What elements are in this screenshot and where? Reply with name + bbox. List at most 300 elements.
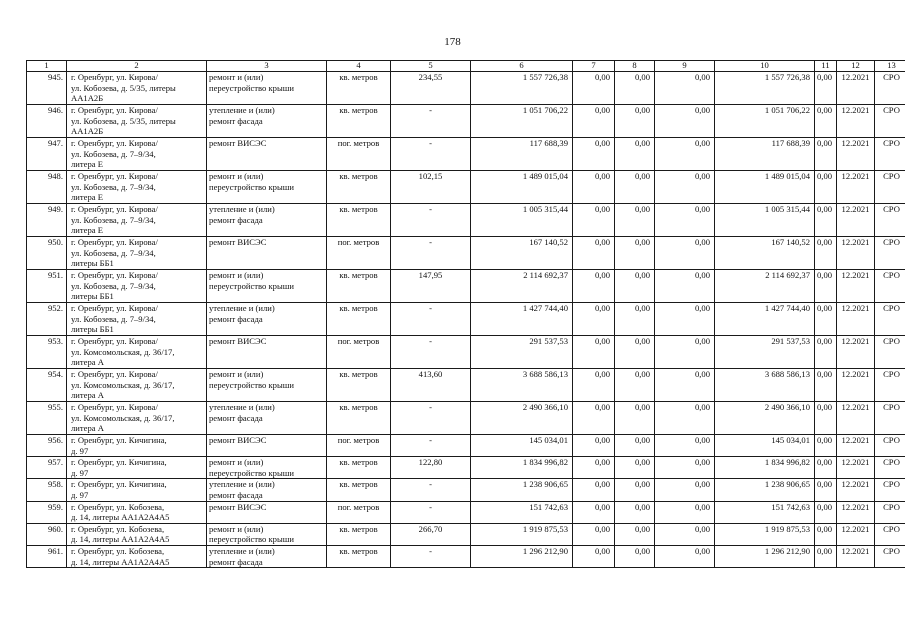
owner-funds-cell: 1 427 744,40 — [715, 303, 815, 336]
deadline-cell: 12.2021 — [837, 204, 875, 237]
work-type-cell — [207, 138, 327, 171]
value-cell: 0,00 — [573, 72, 615, 105]
work-type-line: утепление и (или) — [209, 545, 275, 556]
column-header: 11 — [815, 61, 837, 72]
value-cell: 0,00 — [573, 369, 615, 402]
value-cell: 0,00 — [615, 204, 655, 237]
address-cell — [67, 479, 207, 501]
unit-cell: пог. метров — [327, 501, 391, 523]
work-type-cell — [207, 303, 327, 336]
total-cost-cell: 117 688,39 — [471, 138, 573, 171]
column-header: 5 — [391, 61, 471, 72]
address-line: г. Оренбург, ул. Кирова/ — [71, 402, 158, 412]
address-line: литеры ББ1 — [71, 324, 114, 335]
value-cell: 0,00 — [815, 402, 837, 435]
work-type-line: переустройство крыши — [209, 181, 294, 192]
address-line: литера Е — [71, 225, 103, 236]
deadline-cell: 12.2021 — [837, 435, 875, 457]
method-cell: СРО — [875, 545, 905, 567]
work-type-line: переустройство крыши — [209, 467, 294, 478]
quantity-cell: - — [391, 237, 471, 270]
column-header: 10 — [715, 61, 815, 72]
quantity-cell: - — [391, 545, 471, 567]
work-type-line: ремонт и (или) — [209, 72, 264, 82]
work-type-cell — [207, 336, 327, 369]
method-cell: СРО — [875, 105, 905, 138]
method-cell: СРО — [875, 501, 905, 523]
method-cell: СРО — [875, 303, 905, 336]
address-line: ул. Кобозева, д. 7–9/34, — [71, 247, 156, 258]
address-line: литера Е — [71, 192, 103, 203]
quantity-cell: - — [391, 435, 471, 457]
value-cell: 0,00 — [655, 336, 715, 369]
address-line: д. 97 — [71, 467, 89, 478]
table-row — [27, 204, 905, 237]
work-type-line: ремонт и (или) — [209, 523, 264, 534]
value-cell: 0,00 — [655, 501, 715, 523]
method-cell: СРО — [875, 138, 905, 171]
address-line: г. Оренбург, ул. Кирова/ — [71, 72, 158, 82]
unit-cell: кв. метров — [327, 479, 391, 501]
unit-cell: кв. метров — [327, 402, 391, 435]
table-row — [27, 545, 905, 567]
address-line: д. 14, литеры АА1А2А4А5 — [71, 512, 170, 523]
address-line: г. Оренбург, ул. Кобозева, — [71, 545, 165, 556]
quantity-cell: - — [391, 204, 471, 237]
work-type-cell — [207, 237, 327, 270]
work-type-cell — [207, 204, 327, 237]
address-line: литера А — [71, 357, 104, 368]
total-cost-cell: 167 140,52 — [471, 237, 573, 270]
unit-cell: кв. метров — [327, 545, 391, 567]
work-type-line: ремонт ВИСЭС — [209, 501, 267, 512]
address-line: ул. Комсомольская, д. 36/17, — [71, 412, 175, 423]
value-cell: 0,00 — [815, 479, 837, 501]
deadline-cell: 12.2021 — [837, 171, 875, 204]
value-cell: 0,00 — [655, 457, 715, 479]
work-type-line: утепление и (или) — [209, 402, 275, 412]
value-cell: 0,00 — [615, 105, 655, 138]
deadline-cell: 12.2021 — [837, 545, 875, 567]
work-type-line: ремонт ВИСЭС — [209, 435, 267, 445]
address-line: г. Оренбург, ул. Кичигина, — [71, 457, 167, 468]
value-cell: 0,00 — [655, 545, 715, 567]
owner-funds-cell: 1 557 726,38 — [715, 72, 815, 105]
work-type-cell — [207, 105, 327, 138]
value-cell: 0,00 — [573, 204, 615, 237]
method-cell: СРО — [875, 479, 905, 501]
quantity-cell: 122,80 — [391, 457, 471, 479]
value-cell: 0,00 — [655, 237, 715, 270]
method-cell: СРО — [875, 270, 905, 303]
value-cell: 0,00 — [655, 479, 715, 501]
value-cell: 0,00 — [815, 237, 837, 270]
quantity-cell: - — [391, 138, 471, 171]
method-cell: СРО — [875, 336, 905, 369]
deadline-cell: 12.2021 — [837, 72, 875, 105]
address-line: г. Оренбург, ул. Кичигина, — [71, 435, 167, 445]
address-line: ул. Кобозева, д. 7–9/34, — [71, 181, 156, 192]
address-line: ул. Комсомольская, д. 36/17, — [71, 379, 175, 390]
table-row — [27, 237, 905, 270]
owner-funds-cell: 167 140,52 — [715, 237, 815, 270]
unit-cell: кв. метров — [327, 303, 391, 336]
table-row — [27, 171, 905, 204]
work-type-line: ремонт фасада — [209, 412, 263, 423]
work-type-cell — [207, 402, 327, 435]
address-line: литера А — [71, 423, 104, 434]
quantity-cell: - — [391, 336, 471, 369]
address-line: д. 97 — [71, 489, 89, 500]
work-type-line: ремонт ВИСЭС — [209, 336, 267, 346]
total-cost-cell: 151 742,63 — [471, 501, 573, 523]
row-number-cell: 958. — [27, 479, 67, 501]
quantity-cell: 102,15 — [391, 171, 471, 204]
deadline-cell: 12.2021 — [837, 336, 875, 369]
deadline-cell: 12.2021 — [837, 369, 875, 402]
value-cell: 0,00 — [655, 402, 715, 435]
total-cost-cell: 2 114 692,37 — [471, 270, 573, 303]
row-number-cell: 960. — [27, 523, 67, 545]
address-line: г. Оренбург, ул. Кирова/ — [71, 138, 158, 148]
address-cell — [67, 545, 207, 567]
address-line: литера А — [71, 390, 104, 401]
address-cell — [67, 402, 207, 435]
table-row — [27, 457, 905, 479]
work-type-line: переустройство крыши — [209, 534, 294, 545]
work-type-cell — [207, 435, 327, 457]
value-cell: 0,00 — [573, 545, 615, 567]
address-line: литеры ББ1 — [71, 258, 114, 269]
value-cell: 0,00 — [573, 479, 615, 501]
address-line: г. Оренбург, ул. Кичигина, — [71, 479, 167, 490]
address-line: АА1А2Б — [71, 93, 104, 104]
address-line: г. Оренбург, ул. Кобозева, — [71, 501, 165, 512]
work-type-line: ремонт фасада — [209, 556, 263, 567]
address-cell — [67, 435, 207, 457]
address-cell — [67, 237, 207, 270]
work-type-line: ремонт и (или) — [209, 171, 264, 181]
work-type-line: переустройство крыши — [209, 379, 294, 390]
value-cell: 0,00 — [573, 457, 615, 479]
row-number-cell: 949. — [27, 204, 67, 237]
total-cost-cell: 1 834 996,82 — [471, 457, 573, 479]
deadline-cell: 12.2021 — [837, 138, 875, 171]
owner-funds-cell: 3 688 586,13 — [715, 369, 815, 402]
work-type-cell — [207, 72, 327, 105]
row-number-cell: 947. — [27, 138, 67, 171]
table-row — [27, 369, 905, 402]
row-number-cell: 946. — [27, 105, 67, 138]
value-cell: 0,00 — [655, 523, 715, 545]
row-number-cell: 952. — [27, 303, 67, 336]
deadline-cell: 12.2021 — [837, 501, 875, 523]
deadline-cell: 12.2021 — [837, 237, 875, 270]
method-cell: СРО — [875, 204, 905, 237]
address-line: г. Оренбург, ул. Кирова/ — [71, 171, 158, 181]
method-cell: СРО — [875, 72, 905, 105]
total-cost-cell: 291 537,53 — [471, 336, 573, 369]
method-cell: СРО — [875, 237, 905, 270]
value-cell: 0,00 — [573, 138, 615, 171]
value-cell: 0,00 — [655, 72, 715, 105]
unit-cell: кв. метров — [327, 523, 391, 545]
address-line: д. 14, литеры АА1А2А4А5 — [71, 534, 170, 545]
work-type-cell — [207, 523, 327, 545]
column-header: 6 — [471, 61, 573, 72]
address-cell — [67, 336, 207, 369]
value-cell: 0,00 — [655, 138, 715, 171]
table-row — [27, 72, 905, 105]
deadline-cell: 12.2021 — [837, 270, 875, 303]
value-cell: 0,00 — [655, 204, 715, 237]
work-type-line: утепление и (или) — [209, 204, 275, 214]
owner-funds-cell: 1 005 315,44 — [715, 204, 815, 237]
unit-cell: кв. метров — [327, 369, 391, 402]
work-type-line: переустройство крыши — [209, 82, 294, 93]
column-header: 7 — [573, 61, 615, 72]
value-cell: 0,00 — [573, 435, 615, 457]
work-type-line: ремонт и (или) — [209, 457, 264, 468]
page-number: 178 — [444, 36, 461, 48]
total-cost-cell: 1 051 706,22 — [471, 105, 573, 138]
work-type-line: ремонт ВИСЭС — [209, 237, 267, 247]
value-cell: 0,00 — [615, 479, 655, 501]
work-type-cell — [207, 270, 327, 303]
work-type-line: утепление и (или) — [209, 105, 275, 115]
owner-funds-cell: 145 034,01 — [715, 435, 815, 457]
work-type-line: утепление и (или) — [209, 303, 275, 313]
row-number-cell: 951. — [27, 270, 67, 303]
value-cell: 0,00 — [815, 336, 837, 369]
owner-funds-cell: 117 688,39 — [715, 138, 815, 171]
table-row — [27, 523, 905, 545]
deadline-cell: 12.2021 — [837, 479, 875, 501]
address-line: г. Оренбург, ул. Кирова/ — [71, 204, 158, 214]
value-cell: 0,00 — [615, 171, 655, 204]
value-cell: 0,00 — [615, 369, 655, 402]
total-cost-cell: 3 688 586,13 — [471, 369, 573, 402]
column-header: 12 — [837, 61, 875, 72]
unit-cell: кв. метров — [327, 72, 391, 105]
row-number-cell: 953. — [27, 336, 67, 369]
address-cell — [67, 270, 207, 303]
quantity-cell: 413,60 — [391, 369, 471, 402]
value-cell: 0,00 — [615, 523, 655, 545]
quantity-cell: - — [391, 105, 471, 138]
total-cost-cell: 1 296 212,90 — [471, 545, 573, 567]
method-cell: СРО — [875, 402, 905, 435]
value-cell: 0,00 — [615, 270, 655, 303]
column-number-row — [27, 61, 905, 72]
row-number-cell: 950. — [27, 237, 67, 270]
work-type-cell — [207, 501, 327, 523]
total-cost-cell: 1 919 875,53 — [471, 523, 573, 545]
address-line: д. 97 — [71, 445, 89, 456]
unit-cell: кв. метров — [327, 457, 391, 479]
unit-cell: кв. метров — [327, 204, 391, 237]
value-cell: 0,00 — [655, 270, 715, 303]
work-type-line: ремонт ВИСЭС — [209, 138, 267, 148]
deadline-cell: 12.2021 — [837, 105, 875, 138]
column-header: 9 — [655, 61, 715, 72]
value-cell: 0,00 — [573, 303, 615, 336]
address-line: г. Оренбург, ул. Кирова/ — [71, 105, 158, 115]
deadline-cell: 12.2021 — [837, 457, 875, 479]
address-cell — [67, 523, 207, 545]
table-row — [27, 270, 905, 303]
total-cost-cell: 1 427 744,40 — [471, 303, 573, 336]
row-number-cell: 945. — [27, 72, 67, 105]
quantity-cell: - — [391, 402, 471, 435]
value-cell: 0,00 — [655, 435, 715, 457]
work-type-line: ремонт фасада — [209, 489, 263, 500]
work-type-cell — [207, 545, 327, 567]
address-cell — [67, 303, 207, 336]
total-cost-cell: 2 490 366,10 — [471, 402, 573, 435]
owner-funds-cell: 291 537,53 — [715, 336, 815, 369]
quantity-cell: 234,55 — [391, 72, 471, 105]
method-cell: СРО — [875, 457, 905, 479]
row-number-cell: 955. — [27, 402, 67, 435]
value-cell: 0,00 — [615, 237, 655, 270]
column-header: 4 — [327, 61, 391, 72]
unit-cell: кв. метров — [327, 105, 391, 138]
value-cell: 0,00 — [815, 523, 837, 545]
value-cell: 0,00 — [815, 105, 837, 138]
total-cost-cell: 1 005 315,44 — [471, 204, 573, 237]
address-cell — [67, 501, 207, 523]
table-row — [27, 402, 905, 435]
owner-funds-cell: 1 051 706,22 — [715, 105, 815, 138]
value-cell: 0,00 — [615, 303, 655, 336]
deadline-cell: 12.2021 — [837, 402, 875, 435]
value-cell: 0,00 — [655, 105, 715, 138]
value-cell: 0,00 — [655, 303, 715, 336]
address-line: ул. Кобозева, д. 7–9/34, — [71, 313, 156, 324]
value-cell: 0,00 — [573, 237, 615, 270]
value-cell: 0,00 — [573, 523, 615, 545]
value-cell: 0,00 — [615, 138, 655, 171]
address-cell — [67, 105, 207, 138]
capital-repair-table — [26, 60, 905, 568]
value-cell: 0,00 — [573, 336, 615, 369]
value-cell: 0,00 — [815, 270, 837, 303]
address-line: ул. Кобозева, д. 5/35, литеры — [71, 115, 176, 126]
value-cell: 0,00 — [815, 369, 837, 402]
table-row — [27, 303, 905, 336]
column-header: 1 — [27, 61, 67, 72]
address-cell — [67, 457, 207, 479]
row-number-cell: 961. — [27, 545, 67, 567]
quantity-cell: - — [391, 501, 471, 523]
value-cell: 0,00 — [815, 72, 837, 105]
unit-cell: кв. метров — [327, 270, 391, 303]
column-header: 2 — [67, 61, 207, 72]
value-cell: 0,00 — [815, 501, 837, 523]
address-line: литера Е — [71, 159, 103, 170]
work-type-line: ремонт и (или) — [209, 270, 264, 280]
value-cell: 0,00 — [615, 501, 655, 523]
quantity-cell: 266,70 — [391, 523, 471, 545]
method-cell: СРО — [875, 369, 905, 402]
row-number-cell: 957. — [27, 457, 67, 479]
address-cell — [67, 138, 207, 171]
value-cell: 0,00 — [815, 303, 837, 336]
value-cell: 0,00 — [573, 501, 615, 523]
value-cell: 0,00 — [615, 336, 655, 369]
work-type-line: ремонт и (или) — [209, 369, 264, 379]
address-cell — [67, 369, 207, 402]
owner-funds-cell: 151 742,63 — [715, 501, 815, 523]
address-line: г. Оренбург, ул. Кирова/ — [71, 237, 158, 247]
value-cell: 0,00 — [815, 545, 837, 567]
total-cost-cell: 1 557 726,38 — [471, 72, 573, 105]
work-type-line: ремонт фасада — [209, 214, 263, 225]
value-cell: 0,00 — [655, 369, 715, 402]
table-row — [27, 501, 905, 523]
deadline-cell: 12.2021 — [837, 303, 875, 336]
address-line: ул. Кобозева, д. 7–9/34, — [71, 214, 156, 225]
owner-funds-cell: 1 296 212,90 — [715, 545, 815, 567]
owner-funds-cell: 1 238 906,65 — [715, 479, 815, 501]
owner-funds-cell: 2 490 366,10 — [715, 402, 815, 435]
owner-funds-cell: 1 834 996,82 — [715, 457, 815, 479]
value-cell: 0,00 — [573, 171, 615, 204]
address-line: д. 14, литеры АА1А2А4А5 — [71, 556, 170, 567]
unit-cell: пог. метров — [327, 138, 391, 171]
owner-funds-cell: 1 919 875,53 — [715, 523, 815, 545]
work-type-line: утепление и (или) — [209, 479, 275, 490]
value-cell: 0,00 — [615, 402, 655, 435]
unit-cell: пог. метров — [327, 336, 391, 369]
unit-cell: пог. метров — [327, 435, 391, 457]
address-line: АА1А2Б — [71, 126, 104, 137]
table-row — [27, 105, 905, 138]
work-type-cell — [207, 369, 327, 402]
value-cell: 0,00 — [815, 171, 837, 204]
total-cost-cell: 1 489 015,04 — [471, 171, 573, 204]
address-line: г. Оренбург, ул. Кирова/ — [71, 303, 158, 313]
address-line: ул. Кобозева, д. 7–9/34, — [71, 148, 156, 159]
total-cost-cell: 1 238 906,65 — [471, 479, 573, 501]
row-number-cell: 959. — [27, 501, 67, 523]
row-number-cell: 956. — [27, 435, 67, 457]
value-cell: 0,00 — [573, 402, 615, 435]
method-cell: СРО — [875, 171, 905, 204]
value-cell: 0,00 — [655, 171, 715, 204]
quantity-cell: 147,95 — [391, 270, 471, 303]
value-cell: 0,00 — [615, 435, 655, 457]
value-cell: 0,00 — [615, 545, 655, 567]
table-row — [27, 336, 905, 369]
work-type-cell — [207, 479, 327, 501]
value-cell: 0,00 — [615, 457, 655, 479]
address-line: ул. Кобозева, д. 5/35, литеры — [71, 82, 176, 93]
address-line: г. Оренбург, ул. Кирова/ — [71, 270, 158, 280]
deadline-cell: 12.2021 — [837, 523, 875, 545]
value-cell: 0,00 — [573, 270, 615, 303]
column-header: 3 — [207, 61, 327, 72]
value-cell: 0,00 — [615, 72, 655, 105]
value-cell: 0,00 — [815, 204, 837, 237]
value-cell: 0,00 — [815, 435, 837, 457]
table-row — [27, 138, 905, 171]
unit-cell: кв. метров — [327, 171, 391, 204]
quantity-cell: - — [391, 303, 471, 336]
total-cost-cell: 145 034,01 — [471, 435, 573, 457]
method-cell: СРО — [875, 523, 905, 545]
